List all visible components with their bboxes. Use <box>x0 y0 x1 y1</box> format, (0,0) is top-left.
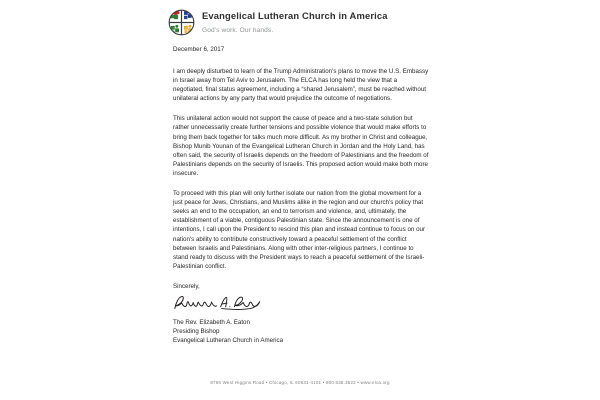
signatory-block <box>173 318 429 345</box>
brand-text <box>202 9 388 36</box>
letter-date: December 6, 2017 <box>173 46 225 53</box>
signatory-title: Presiding Bishop <box>173 328 220 336</box>
handwritten-signature-icon <box>171 293 263 315</box>
signatory-organization: Evangelical Lutheran Church in America <box>173 337 284 345</box>
letterhead <box>168 9 388 36</box>
letter-paragraph: This unilateral action would not support the cause of peace and a two-state solution but rather unnecessarily create further tensions and possible violence that would make efforts to bring them back together for talks much more difficult. As my brother in Christ and colleague, Bishop Munib Younan of the Evangelical Lutheran Church in Jordan and the Holy Land, has often said, the security of Israelis depends on the freedom of Palestinians and the freedom of Palestinians depends on the security of Israelis. This proposed action would make both more insecure. <box>173 115 429 177</box>
organization-tagline: God's work. Our hands. <box>202 27 274 34</box>
elca-seal-icon <box>168 9 195 36</box>
letter-body <box>173 45 429 345</box>
signatory-name: The Rev. Elizabeth A. Eaton <box>173 318 250 326</box>
letter-paragraph: I am deeply disturbed to learn of the Trump Administration's plans to move the U.S. Embassy in Israel away from Tel Aviv to Jerusalem. The ELCA has long held the view that a negotiated, final status agreement, including a “shared Jerusalem”, must be reached without unilateral actions by any party that would prejudice the outcome of negotiations. <box>173 68 429 103</box>
letter-paragraph: To proceed with this plan will only further isolate our nation from the global movement for a just peace for Jews, Christians, and Muslims alike in the region and our church's policy that seeks an end to the occupation, an end to terrorism and violence, and, ultimately, the establishment of a viable, contiguous Palestinian state. Since the announcement is one of intentions, I call upon the President to rescind this plan and instead continue to focus on our nation's ability to contribute constructively toward a peaceful settlement of the conflict between Israelis and Palestinians. Along with other inter-religious partners, I continue to stand ready to discuss with the President ways to reach a peaceful settlement of the Israeli-Palestinian conflict. <box>173 190 426 270</box>
letter-closing: Sincerely, <box>173 282 200 290</box>
footer-address: 8765 West Higgins Road • Chicago, IL 60631-4101 • 800.638.3522 • www.elca.org <box>210 380 390 385</box>
organization-name: Evangelical Lutheran Church in America <box>202 10 388 21</box>
